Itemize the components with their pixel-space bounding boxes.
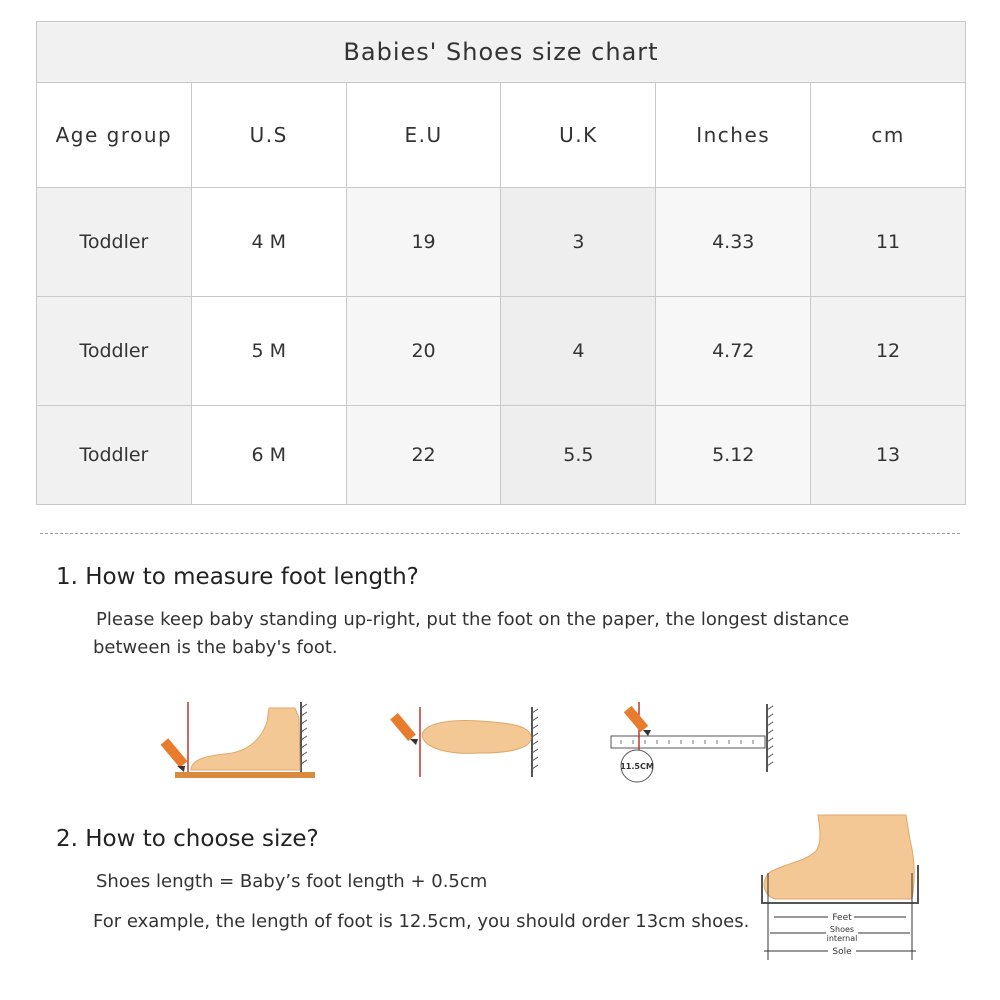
cell-us: 6 M <box>191 406 346 505</box>
table-row <box>37 406 966 505</box>
table-row <box>37 188 966 297</box>
ruler <box>611 736 765 748</box>
choose-heading: 2. How to choose size? <box>56 826 319 852</box>
cell-inches: 5.12 <box>656 406 811 505</box>
cell-inches: 4.72 <box>656 297 811 406</box>
table-row <box>37 297 966 406</box>
measure-heading: 1. How to measure foot length? <box>56 564 419 590</box>
cell-cm: 11 <box>811 188 966 297</box>
cell-eu: 20 <box>346 297 501 406</box>
ruler-reading-label: 11.5CM <box>620 762 654 771</box>
shoe-size-diagram <box>758 815 933 965</box>
cell-us: 4 M <box>191 188 346 297</box>
label-feet: Feet <box>832 913 852 923</box>
cell-uk: 3 <box>501 188 656 297</box>
table-title: Babies' Shoes size chart <box>37 22 966 83</box>
measure-instruction-line-2: between is the baby's foot. <box>93 637 338 658</box>
cell-age-group: Toddler <box>37 406 192 505</box>
size-example: For example, the length of foot is 12.5cm, you should order 13cm shoes. <box>93 911 750 932</box>
cell-age-group: Toddler <box>37 188 192 297</box>
paper-board <box>175 772 315 778</box>
header-inches: Inches <box>656 83 811 188</box>
table-header-row <box>37 83 966 188</box>
header-uk: U.K <box>501 83 656 188</box>
pencil-icon <box>624 706 651 736</box>
pencil-icon <box>390 713 418 745</box>
cell-inches: 4.33 <box>656 188 811 297</box>
cell-eu: 19 <box>346 188 501 297</box>
cell-uk: 4 <box>501 297 656 406</box>
header-eu: E.U <box>346 83 501 188</box>
cell-us: 5 M <box>191 297 346 406</box>
label-internal: internal <box>826 934 858 943</box>
pencil-icon <box>161 738 188 772</box>
foot-top-measure-illustration <box>390 705 550 780</box>
header-us: U.S <box>191 83 346 188</box>
header-cm: cm <box>811 83 966 188</box>
cell-eu: 22 <box>346 406 501 505</box>
size-formula: Shoes length = Baby’s foot length + 0.5cm <box>96 871 488 892</box>
cell-cm: 12 <box>811 297 966 406</box>
header-age-group: Age group <box>37 83 192 188</box>
label-sole: Sole <box>832 947 852 957</box>
ruler-measure-illustration <box>605 700 780 790</box>
section-divider <box>40 533 960 534</box>
foot-top <box>422 721 531 754</box>
label-shoes: Shoes <box>829 925 855 934</box>
size-chart-table <box>36 21 966 505</box>
cell-age-group: Toddler <box>37 297 192 406</box>
foot-side-measure-illustration <box>155 700 320 785</box>
cell-cm: 13 <box>811 406 966 505</box>
foot-side <box>191 708 300 770</box>
foot-in-shoe <box>764 815 914 899</box>
measure-instruction-line-1: Please keep baby standing up-right, put the foot on the paper, the longest distance <box>96 609 850 630</box>
cell-uk: 5.5 <box>501 406 656 505</box>
